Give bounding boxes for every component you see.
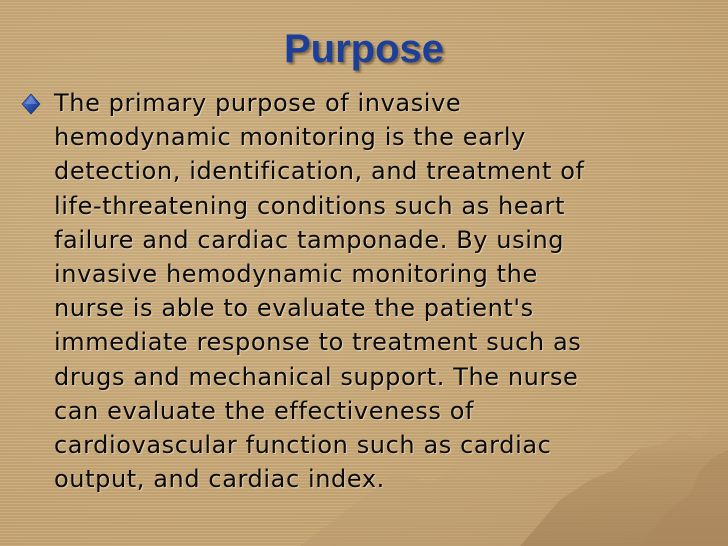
text-line: can evaluate the effectiveness of [54,396,475,425]
bullet-text [54,86,714,496]
text-line: drugs and mechanical support. The nurse [54,362,579,391]
slide-title: Purpose [283,27,445,71]
text-line: detection, identification, and treatment of [54,157,585,186]
text-line: cardiovascular function such as cardiac [54,431,552,460]
diamond-bullet-icon [20,93,42,115]
text-line: life-threatening conditions such as heart [54,191,566,220]
text-line: output, and cardiac index. [54,465,385,494]
text-line: nurse is able to evaluate the patient's [54,294,534,323]
text-line: immediate response to treatment such as [54,328,582,357]
text-line: invasive hemodynamic monitoring the [54,260,538,289]
text-line: failure and cardiac tamponade. By using [54,225,565,254]
text-line: hemodynamic monitoring is the early [54,123,526,152]
text-line: The primary purpose of invasive [54,89,462,117]
